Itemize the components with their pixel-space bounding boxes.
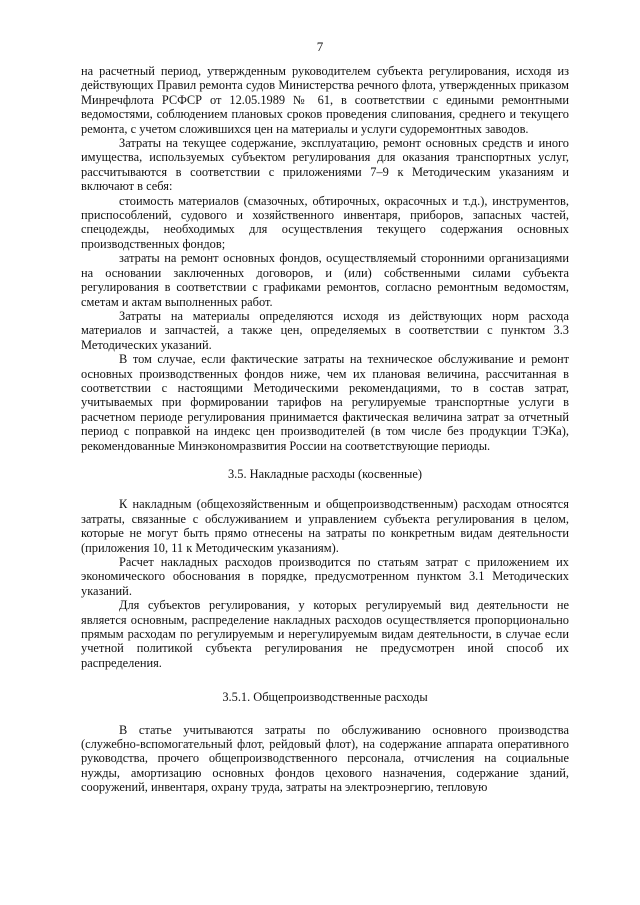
paragraph-materials-norms: Затраты на материалы определяются исходя из действующих норм расхода материалов и запчастей, а также цен, определяемых в соответствии с пунктом 3.3 Методических указаний. xyxy=(81,308,569,352)
paragraph-repair-costs: затраты на ремонт основных фондов, осуществляемый сторонними организациями на основании заключенных договоров, и (или) собственными силами субъекта регулирования в соответствии с графиками ремонтов, согласно ремонтным ведомостям, сметам и актам выполненных работ. xyxy=(81,251,569,309)
paragraph-continuation: на расчетный период, утвержденным руководителем субъекта регулирования, исходя из действующих Правил ремонта судов Министерства речного флота, утвержденных приказом Минречфлота РСФСР от 12.05.1989 № 61, в соответствии с едиными ремонтными ведомостями, соблюдением плановых сроков проведения слипования, среднего и текущего ремонта, с учетом сложившихся цен на материалы и услуги судоремонтных заводов. xyxy=(81,64,569,136)
section-heading-3-5-1: 3.5.1. Общепроизводственные расходы xyxy=(222,690,428,705)
page-number: 7 xyxy=(316,39,324,54)
paragraph-maintenance-costs: Затраты на текущее содержание, эксплуатацию, ремонт основных средств и иного имущества, используемых субъектом регулирования для оказания транспортных услуг, рассчитываются в соответствии с приложениями 7–9 к Методическим указаниям и включают в себя: xyxy=(81,136,569,194)
document-body xyxy=(81,64,569,795)
section-heading-3-5: 3.5. Накладные расходы (косвенные) xyxy=(227,466,423,481)
paragraph-overhead-calculation: Расчет накладных расходов производится по статьям затрат с приложением их экономического обоснования в порядке, предусмотренном пунктом 3.1 Методических указаний. xyxy=(81,555,569,598)
paragraph-production-overhead: В статье учитываются затраты по обслуживанию основного производства (служебно-вспомогательный флот, рейдовый флот), на содержание аппарата оперативного руководства, прочего общепроизводственного персонала, отчисления на социальные нужды, амортизацию основных фондов цехового назначения, содержание зданий, сооружений, инвентаря, охрану труда, затраты на электроэнергию, тепловую xyxy=(81,722,569,795)
paragraph-materials-cost: стоимость материалов (смазочных, обтирочных, окрасочных и т.д.), инструментов, приспособлений, судового и хозяйственного инвентаря, приборов, запасных частей, спецодежды, необходимых для осуществления текущего содержания основных производственных фондов; xyxy=(81,193,569,251)
paragraph-overhead-distribution: Для субъектов регулирования, у которых регулируемый вид деятельности не является основным, распределение накладных расходов осуществляется пропорционально прямым расходам по регулируемым и нерегулируемым видам деятельности, в случае если учетной политикой субъекта регулирования не предусмотрен иной способ их распределения. xyxy=(81,598,569,670)
paragraph-overhead-definition: К накладным (общехозяйственным и общепроизводственным) расходам относятся затраты, связанные с обслуживанием и управлением субъекта регулирования в целом, которые не могут быть прямо отнесены на затраты по конкретным видам деятельности (приложения 10, 11 к Методическим указаниям). xyxy=(81,497,569,555)
paragraph-actual-costs: В том случае, если фактические затраты на техническое обслуживание и ремонт основных производственных фондов ниже, чем их плановая величина, рассчитанная в соответствии с настоящими Методическими рекомендациями, то в состав затрат, учитываемых при формировании тарифов на регулируемые транспортные услуги в расчетном периоде регулирования принимается фактическая величина затрат за отчетный период с поправкой на индекс цен производителей (в том числе без продукции ТЭКа), рекомендованные Минэкономразвития России на соответствующие периоды. xyxy=(81,352,569,453)
